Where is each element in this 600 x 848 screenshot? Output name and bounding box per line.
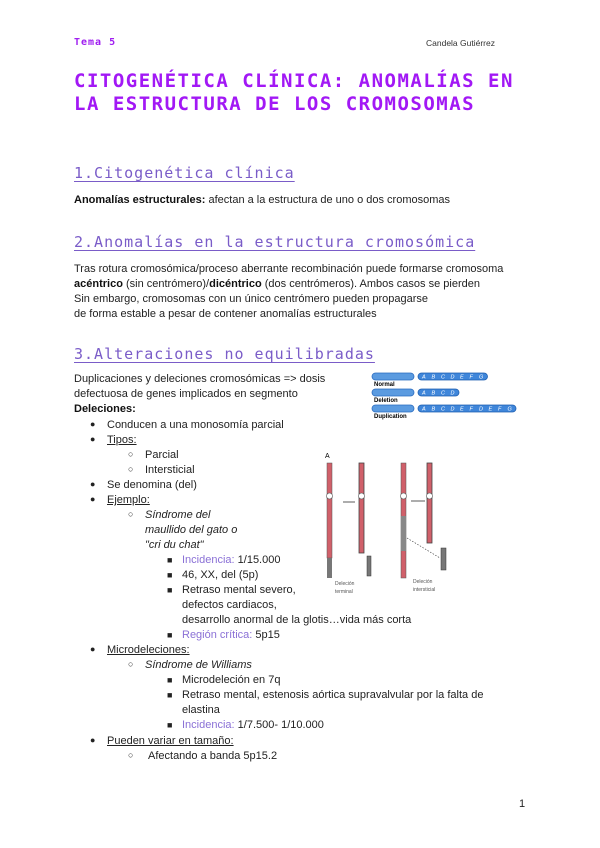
circle-bullet-icon: ○ bbox=[128, 464, 134, 474]
gene-label: C bbox=[441, 390, 445, 397]
text: 1/7.500- 1/10.000 bbox=[234, 719, 324, 731]
square-bullet-icon: ■ bbox=[167, 675, 173, 685]
square-bullet-icon: ■ bbox=[167, 570, 173, 580]
gene-label: G bbox=[479, 374, 484, 381]
panel-label: A bbox=[325, 453, 330, 460]
page-number: 1 bbox=[519, 798, 526, 810]
paragraph bbox=[74, 193, 450, 208]
list-item: Tipos: bbox=[107, 434, 137, 446]
deleted-fragment bbox=[441, 548, 446, 570]
gene-label: E bbox=[488, 406, 493, 413]
paragraph-line: Tras rotura cromosómica/proceso aberrante recombinación puede formarse cromosoma bbox=[74, 263, 504, 275]
chromosome-terminal-deletion bbox=[359, 463, 365, 553]
list-item: Retraso mental, estenosis aórtica supravalvular por la falta de bbox=[182, 689, 484, 701]
gene-label: B bbox=[431, 374, 436, 381]
italic-text: Síndrome del bbox=[145, 509, 211, 521]
list-item: Retraso mental severo, bbox=[182, 584, 296, 596]
accent-label: Incidencia: bbox=[182, 719, 235, 731]
list-item: Conducen a una monosomía parcial bbox=[107, 419, 284, 431]
list-item bbox=[182, 718, 324, 733]
list-item: Microdeleción en 7q bbox=[182, 674, 281, 686]
gene-label: A bbox=[422, 374, 426, 381]
list-item: 46, XX, del (5p) bbox=[182, 569, 259, 581]
square-bullet-icon: ■ bbox=[167, 690, 173, 700]
list-item bbox=[182, 553, 280, 568]
chromosome-deletion-figure bbox=[315, 448, 465, 598]
text: 5p15 bbox=[252, 629, 280, 641]
circle-bullet-icon: ○ bbox=[128, 449, 134, 459]
section-heading-3: 3.Alteraciones no equilibradas bbox=[74, 345, 375, 363]
gene-bar-duplication bbox=[372, 405, 516, 420]
header-author: Candela Gutiérrez bbox=[426, 38, 495, 48]
chromosome-arm bbox=[372, 389, 414, 396]
caption: terminal bbox=[335, 589, 353, 595]
gene-label: C bbox=[441, 406, 445, 413]
gene-label: F bbox=[498, 406, 502, 413]
square-bullet-icon: ■ bbox=[167, 720, 173, 730]
bold-term: dicéntrico bbox=[209, 278, 262, 290]
bullet-icon: ● bbox=[90, 735, 96, 745]
section-heading-1: 1.Citogenética clínica bbox=[74, 164, 295, 182]
italic-text: Síndrome de Williams bbox=[145, 659, 252, 671]
dashed-arrow bbox=[407, 538, 440, 558]
gene-label: D bbox=[479, 406, 483, 413]
circle-bullet-icon: ○ bbox=[128, 509, 134, 519]
list-item: Ejemplo: bbox=[107, 494, 150, 506]
list-item: Microdeleciones: bbox=[107, 644, 190, 656]
gene-label: E bbox=[460, 406, 464, 413]
paragraph-line: de forma estable a pesar de contener anomalías estructurales bbox=[74, 308, 377, 320]
paragraph-line: Duplicaciones y deleciones cromosómicas => dosis bbox=[74, 373, 326, 385]
list-item: Se denomina (del) bbox=[107, 479, 197, 491]
page-title: CITOGENÉTICA CLÍNICA: ANOMALÍAS EN LA ESTRUCTURA DE LOS CROMOSOMAS bbox=[74, 70, 514, 115]
list-item-cont bbox=[145, 538, 204, 553]
gene-bar-deletion bbox=[372, 389, 459, 404]
bold-term: Deleciones: bbox=[74, 403, 136, 415]
caption: Deleción bbox=[413, 579, 433, 585]
list-item-cont: desarrollo anormal de la glotis…vida más corta bbox=[182, 614, 412, 626]
gene-label: A bbox=[422, 406, 426, 413]
caption: intersticial bbox=[413, 587, 436, 593]
figure-label: Deletion bbox=[374, 398, 398, 404]
gene-label: D bbox=[450, 374, 455, 381]
paragraph-line: Sin embargo, cromosomas con un único centrómero pueden propagarse bbox=[74, 293, 429, 305]
deleted-fragment bbox=[367, 556, 371, 576]
list-item: Pueden variar en tamaño: bbox=[107, 735, 234, 747]
circle-bullet-icon: ○ bbox=[128, 659, 134, 669]
gene-label: C bbox=[441, 374, 445, 381]
figure-label: Duplication bbox=[374, 414, 407, 420]
duplication-deletion-figure bbox=[370, 372, 530, 422]
italic-text: "cri du chat" bbox=[145, 539, 204, 551]
paragraph-line: defectuosa de genes implicados en segmento bbox=[74, 388, 298, 400]
square-bullet-icon: ■ bbox=[167, 555, 173, 565]
bullet-icon: ● bbox=[90, 419, 96, 429]
gene-label: A bbox=[422, 390, 426, 397]
square-bullet-icon: ■ bbox=[167, 630, 173, 640]
list-item-cont bbox=[145, 523, 237, 538]
list-item bbox=[145, 508, 210, 523]
list-item bbox=[182, 628, 280, 643]
header-topic: Tema 5 bbox=[74, 37, 117, 48]
gene-label: D bbox=[450, 390, 455, 397]
gene-label: F bbox=[469, 374, 473, 381]
text: afectan a la estructura de uno o dos cromosomas bbox=[205, 194, 451, 206]
gene-label: E bbox=[460, 374, 464, 381]
chromosome-arm bbox=[372, 373, 414, 380]
list-item-cont: defectos cardiacos, bbox=[182, 599, 277, 611]
text: (sin centrómero)/ bbox=[122, 278, 210, 290]
gene-label: D bbox=[450, 406, 455, 413]
paragraph-line bbox=[74, 277, 480, 292]
gene-label: F bbox=[469, 406, 473, 413]
square-bullet-icon: ■ bbox=[167, 585, 173, 595]
list-item: Parcial bbox=[145, 449, 179, 461]
section-heading-2: 2.Anomalías en la estructura cromosómica bbox=[74, 233, 476, 251]
list-item-cont: elastina bbox=[182, 704, 220, 716]
subheading-deleciones bbox=[74, 402, 136, 417]
italic-text: maullido del gato o bbox=[145, 524, 238, 536]
gene-label: B bbox=[431, 390, 436, 397]
gene-bar-normal bbox=[372, 373, 488, 388]
bullet-icon: ● bbox=[90, 644, 96, 654]
list-item: Intersticial bbox=[145, 464, 195, 476]
list-item: Afectando a banda 5p15.2 bbox=[148, 750, 278, 762]
bold-term: acéntrico bbox=[74, 278, 123, 290]
figure-label: Normal bbox=[374, 382, 395, 388]
gene-label: G bbox=[507, 406, 512, 413]
gene-label: B bbox=[431, 406, 436, 413]
chromosome-arm bbox=[372, 405, 414, 412]
caption: Deleción bbox=[335, 581, 355, 587]
accent-label: Incidencia: bbox=[182, 554, 235, 566]
bold-term: Anomalías estructurales: bbox=[74, 194, 206, 206]
bullet-icon: ● bbox=[90, 479, 96, 489]
bullet-icon: ● bbox=[90, 434, 96, 444]
chromosome-normal-1 bbox=[327, 463, 333, 578]
chromosome-interstitial-deletion bbox=[427, 463, 433, 543]
list-item bbox=[145, 658, 252, 673]
text: 1/15.000 bbox=[234, 554, 281, 566]
chromosome-normal-2 bbox=[401, 463, 407, 578]
bullet-icon: ● bbox=[90, 494, 96, 504]
circle-bullet-icon: ○ bbox=[128, 750, 134, 760]
accent-label: Región crítica: bbox=[182, 629, 253, 641]
text: (dos centrómeros). Ambos casos se pierden bbox=[261, 278, 480, 290]
